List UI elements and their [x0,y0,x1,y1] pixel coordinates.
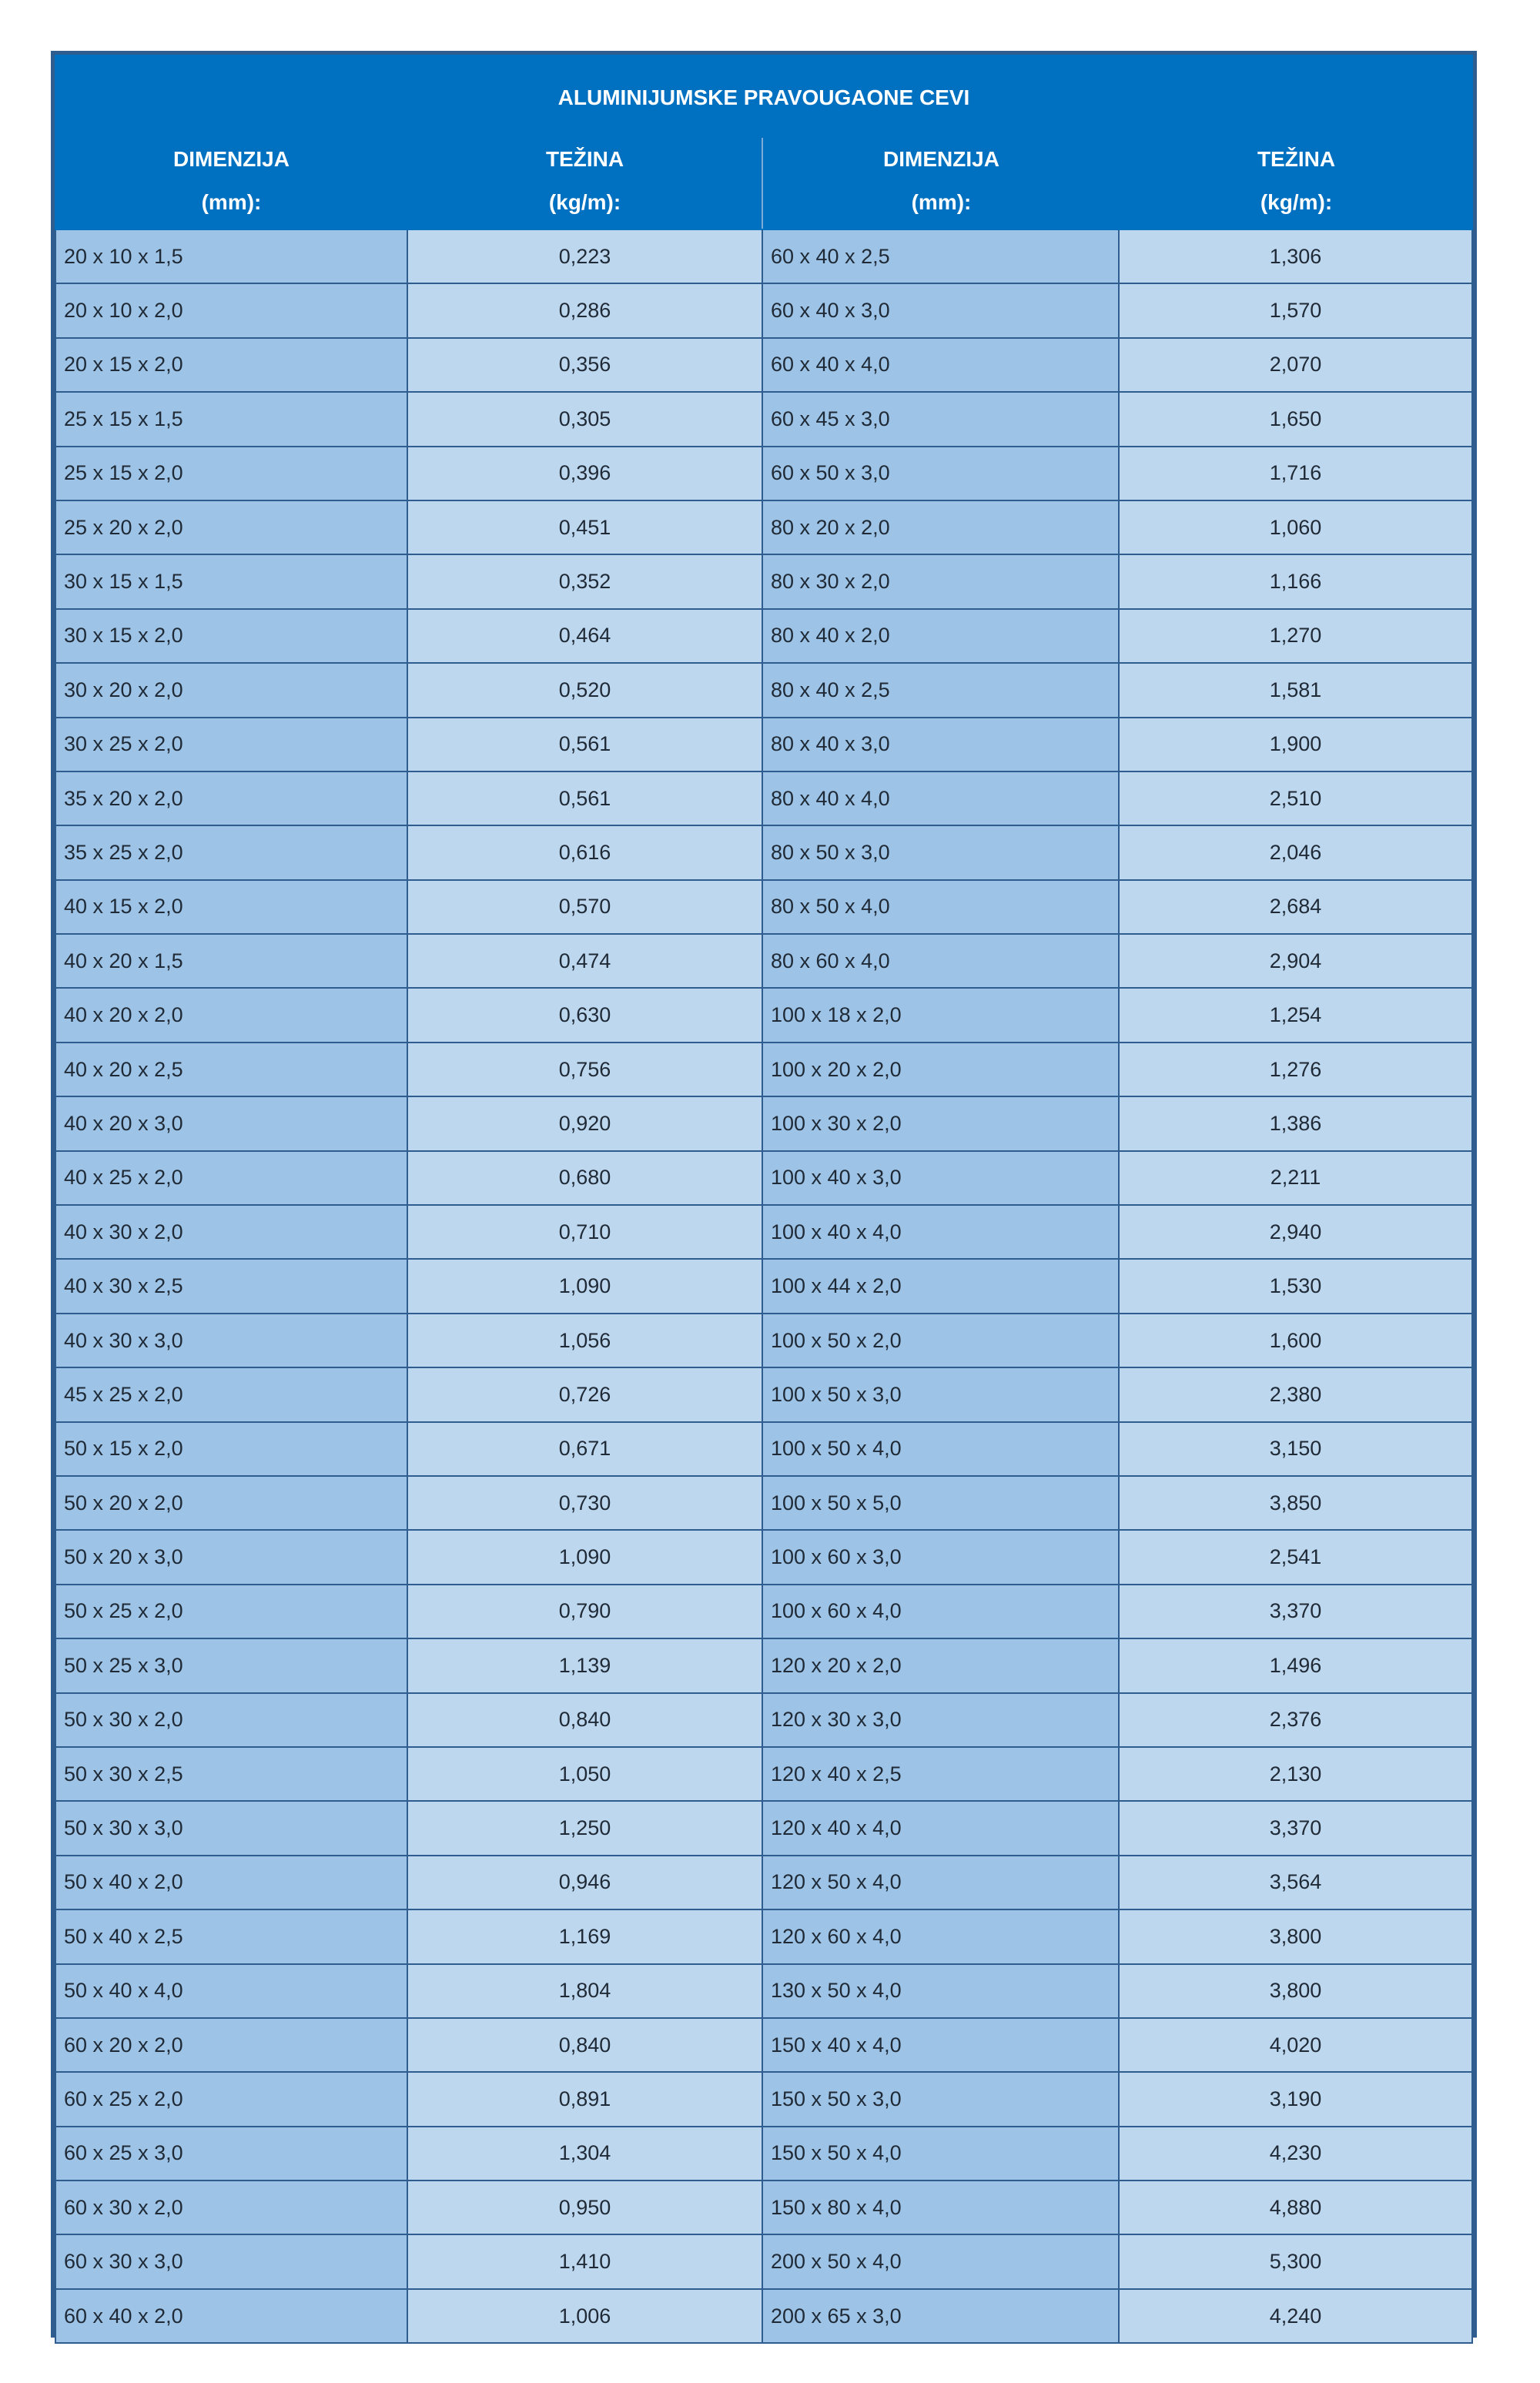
weight-cell: 3,800 [1120,1965,1473,2019]
weight-cell: 3,800 [1120,1910,1473,1964]
weight-cell: 1,804 [408,1965,763,2019]
dimension-cell: 60 x 50 x 3,0 [763,447,1120,501]
weight-cell: 1,716 [1120,447,1473,501]
dimension-cell: 50 x 40 x 2,5 [55,1910,408,1964]
weight-cell: 1,050 [408,1748,763,1802]
dimension-cell: 25 x 20 x 2,0 [55,501,408,555]
weight-cell: 0,680 [408,1152,763,1206]
weight-cell: 1,600 [1120,1314,1473,1368]
weight-cell: 0,356 [408,339,763,393]
weight-cell: 2,904 [1120,935,1473,989]
table-row [55,2127,1473,2181]
dimension-cell: 60 x 45 x 3,0 [763,393,1120,447]
column-headers [55,138,1473,229]
dimension-cell: 20 x 15 x 2,0 [55,339,408,393]
table-row [55,1043,1473,1097]
table-row [55,1965,1473,2019]
table-row [55,555,1473,609]
column-header-dimension-right [763,138,1120,229]
dimension-cell: 60 x 40 x 3,0 [763,284,1120,338]
table-row [55,1314,1473,1368]
dimension-cell: 40 x 20 x 2,0 [55,989,408,1043]
weight-cell: 0,561 [408,718,763,772]
dimension-cell: 80 x 60 x 4,0 [763,935,1120,989]
weight-cell: 4,230 [1120,2127,1473,2181]
dimension-cell: 60 x 40 x 2,5 [763,230,1120,284]
dimension-cell: 50 x 25 x 2,0 [55,1585,408,1639]
dimension-cell: 120 x 40 x 2,5 [763,1748,1120,1802]
dimension-cell: 60 x 40 x 4,0 [763,339,1120,393]
weight-cell: 2,376 [1120,1694,1473,1748]
weight-cell: 0,286 [408,284,763,338]
dimension-cell: 150 x 40 x 4,0 [763,2019,1120,2073]
dimension-cell: 25 x 15 x 2,0 [55,447,408,501]
dimension-cell: 30 x 25 x 2,0 [55,718,408,772]
dimension-cell: 50 x 40 x 4,0 [55,1965,408,2019]
table-row [55,1368,1473,1422]
table-row [55,1531,1473,1585]
weight-cell: 0,891 [408,2073,763,2127]
weight-cell: 1,570 [1120,284,1473,338]
dimension-cell: 20 x 10 x 1,5 [55,230,408,284]
dimension-cell: 50 x 20 x 2,0 [55,1477,408,1531]
weight-cell: 0,520 [408,664,763,718]
weight-cell: 4,880 [1120,2181,1473,2235]
column-header-dimension-left [55,138,408,229]
weight-cell: 0,920 [408,1097,763,1151]
table-row [55,2181,1473,2235]
weight-cell: 1,276 [1120,1043,1473,1097]
dimension-cell: 30 x 20 x 2,0 [55,664,408,718]
weight-cell: 0,352 [408,555,763,609]
weight-cell: 2,130 [1120,1748,1473,1802]
weight-cell: 3,370 [1120,1585,1473,1639]
weight-cell: 3,564 [1120,1856,1473,1910]
dimension-cell: 80 x 40 x 2,5 [763,664,1120,718]
dimension-cell: 60 x 30 x 2,0 [55,2181,408,2235]
dimension-cell: 80 x 30 x 2,0 [763,555,1120,609]
table-row [55,1748,1473,1802]
weight-cell: 1,254 [1120,989,1473,1043]
table-title: ALUMINIJUMSKE PRAVOUGAONE CEVI [557,85,970,109]
table-row [55,1206,1473,1260]
weight-cell: 0,464 [408,610,763,664]
dimension-cell: 120 x 20 x 2,0 [763,1639,1120,1693]
weight-cell: 0,946 [408,1856,763,1910]
dimension-cell: 40 x 20 x 2,5 [55,1043,408,1097]
table-header [55,55,1473,230]
dimension-cell: 120 x 60 x 4,0 [763,1910,1120,1964]
dimension-cell: 25 x 15 x 1,5 [55,393,408,447]
weight-cell: 0,950 [408,2181,763,2235]
dimension-cell: 130 x 50 x 4,0 [763,1965,1120,2019]
dimension-cell: 50 x 30 x 3,0 [55,1802,408,1856]
dimension-cell: 150 x 50 x 3,0 [763,2073,1120,2127]
weight-cell: 2,510 [1120,772,1473,826]
column-header-line1: TEŽINA [1257,147,1336,171]
column-header-line2: (kg/m): [1260,190,1333,214]
table-row [55,2073,1473,2127]
weight-cell: 0,396 [408,447,763,501]
dimension-cell: 40 x 20 x 1,5 [55,935,408,989]
weight-cell: 0,710 [408,1206,763,1260]
table-row [55,1152,1473,1206]
weight-cell: 0,671 [408,1423,763,1477]
weight-cell: 1,006 [408,2290,763,2344]
dimension-cell: 100 x 40 x 4,0 [763,1206,1120,1260]
column-header-line2: (mm): [201,190,262,214]
dimension-cell: 150 x 80 x 4,0 [763,2181,1120,2235]
dimension-cell: 80 x 50 x 3,0 [763,826,1120,880]
dimension-cell: 50 x 25 x 3,0 [55,1639,408,1693]
dimension-cell: 100 x 18 x 2,0 [763,989,1120,1043]
dimension-cell: 30 x 15 x 1,5 [55,555,408,609]
dimension-cell: 60 x 40 x 2,0 [55,2290,408,2344]
dimension-cell: 80 x 40 x 2,0 [763,610,1120,664]
dimension-cell: 40 x 20 x 3,0 [55,1097,408,1151]
weight-cell: 2,046 [1120,826,1473,880]
table-row [55,2019,1473,2073]
table-row [55,1639,1473,1693]
weight-cell: 1,056 [408,1314,763,1368]
dimension-cell: 120 x 40 x 4,0 [763,1802,1120,1856]
dimension-cell: 80 x 20 x 2,0 [763,501,1120,555]
dimension-cell: 60 x 25 x 2,0 [55,2073,408,2127]
dimension-cell: 40 x 25 x 2,0 [55,1152,408,1206]
table-row [55,447,1473,501]
weight-cell: 1,386 [1120,1097,1473,1151]
weight-cell: 0,730 [408,1477,763,1531]
table-row [55,230,1473,284]
weight-cell: 0,790 [408,1585,763,1639]
weight-cell: 0,616 [408,826,763,880]
weight-cell: 1,270 [1120,610,1473,664]
weight-cell: 0,305 [408,393,763,447]
dimension-cell: 200 x 50 x 4,0 [763,2235,1120,2289]
weight-cell: 2,940 [1120,1206,1473,1260]
table-row [55,664,1473,718]
dimension-cell: 100 x 50 x 3,0 [763,1368,1120,1422]
column-header-line1: DIMENZIJA [883,147,999,171]
weight-cell: 3,370 [1120,1802,1473,1856]
table-row [55,1097,1473,1151]
weight-cell: 2,211 [1120,1152,1473,1206]
table-row [55,1694,1473,1748]
weight-cell: 2,684 [1120,881,1473,935]
dimension-cell: 100 x 40 x 3,0 [763,1152,1120,1206]
dimension-cell: 80 x 40 x 3,0 [763,718,1120,772]
dimension-cell: 50 x 40 x 2,0 [55,1856,408,1910]
weight-cell: 0,840 [408,2019,763,2073]
dimension-cell: 60 x 20 x 2,0 [55,2019,408,2073]
table-row [55,772,1473,826]
dimension-cell: 50 x 15 x 2,0 [55,1423,408,1477]
weight-cell: 1,169 [408,1910,763,1964]
weight-cell: 1,306 [1120,230,1473,284]
dimension-cell: 60 x 25 x 3,0 [55,2127,408,2181]
dimension-cell: 120 x 50 x 4,0 [763,1856,1120,1910]
dimension-cell: 100 x 50 x 5,0 [763,1477,1120,1531]
weight-cell: 1,410 [408,2235,763,2289]
weight-cell: 1,900 [1120,718,1473,772]
column-header-line1: DIMENZIJA [173,147,290,171]
weight-cell: 1,304 [408,2127,763,2181]
table-row [55,989,1473,1043]
table-row [55,393,1473,447]
weight-cell: 0,570 [408,881,763,935]
column-header-line2: (mm): [911,190,972,214]
weight-cell: 0,561 [408,772,763,826]
weight-cell: 5,300 [1120,2235,1473,2289]
table-row [55,935,1473,989]
dimension-cell: 150 x 50 x 4,0 [763,2127,1120,2181]
weight-cell: 4,020 [1120,2019,1473,2073]
dimension-cell: 100 x 50 x 4,0 [763,1423,1120,1477]
weight-cell: 0,451 [408,501,763,555]
weight-cell: 0,223 [408,230,763,284]
column-header-weight-left [408,138,763,229]
weight-cell: 1,139 [408,1639,763,1693]
table-row [55,284,1473,338]
dimension-cell: 200 x 65 x 3,0 [763,2290,1120,2344]
table-row [55,1585,1473,1639]
dimension-cell: 100 x 44 x 2,0 [763,1260,1120,1314]
table-row [55,339,1473,393]
dimension-cell: 100 x 60 x 3,0 [763,1531,1120,1585]
dimension-cell: 45 x 25 x 2,0 [55,1368,408,1422]
dimension-cell: 40 x 30 x 2,0 [55,1206,408,1260]
table-row [55,1856,1473,1910]
weight-cell: 2,541 [1120,1531,1473,1585]
table-row [55,881,1473,935]
dimension-cell: 35 x 25 x 2,0 [55,826,408,880]
weight-cell: 1,250 [408,1802,763,1856]
dimension-cell: 80 x 50 x 4,0 [763,881,1120,935]
column-header-weight-right [1120,138,1473,229]
table-row [55,1802,1473,1856]
table-row [55,2290,1473,2344]
table-row [55,718,1473,772]
weight-table [51,51,1477,2338]
table-body [55,230,1473,2344]
dimension-cell: 100 x 30 x 2,0 [763,1097,1120,1151]
column-header-line2: (kg/m): [548,190,621,214]
weight-cell: 1,060 [1120,501,1473,555]
dimension-cell: 20 x 10 x 2,0 [55,284,408,338]
table-row [55,826,1473,880]
dimension-cell: 30 x 15 x 2,0 [55,610,408,664]
dimension-cell: 40 x 15 x 2,0 [55,881,408,935]
weight-cell: 1,166 [1120,555,1473,609]
dimension-cell: 40 x 30 x 3,0 [55,1314,408,1368]
table-row [55,2235,1473,2289]
weight-cell: 0,630 [408,989,763,1043]
weight-cell: 3,850 [1120,1477,1473,1531]
dimension-cell: 40 x 30 x 2,5 [55,1260,408,1314]
weight-cell: 3,190 [1120,2073,1473,2127]
weight-cell: 4,240 [1120,2290,1473,2344]
weight-cell: 1,090 [408,1260,763,1314]
dimension-cell: 50 x 20 x 3,0 [55,1531,408,1585]
weight-cell: 0,726 [408,1368,763,1422]
weight-cell: 0,756 [408,1043,763,1097]
weight-cell: 3,150 [1120,1423,1473,1477]
weight-cell: 1,090 [408,1531,763,1585]
weight-cell: 2,380 [1120,1368,1473,1422]
dimension-cell: 50 x 30 x 2,0 [55,1694,408,1748]
table-row [55,1423,1473,1477]
dimension-cell: 100 x 60 x 4,0 [763,1585,1120,1639]
dimension-cell: 100 x 20 x 2,0 [763,1043,1120,1097]
table-row [55,1910,1473,1964]
dimension-cell: 60 x 30 x 3,0 [55,2235,408,2289]
weight-cell: 1,581 [1120,664,1473,718]
column-header-line1: TEŽINA [545,147,624,171]
weight-cell: 1,650 [1120,393,1473,447]
weight-cell: 1,496 [1120,1639,1473,1693]
table-row [55,1477,1473,1531]
dimension-cell: 50 x 30 x 2,5 [55,1748,408,1802]
weight-cell: 0,474 [408,935,763,989]
dimension-cell: 120 x 30 x 3,0 [763,1694,1120,1748]
dimension-cell: 100 x 50 x 2,0 [763,1314,1120,1368]
weight-cell: 1,530 [1120,1260,1473,1314]
table-row [55,501,1473,555]
weight-cell: 0,840 [408,1694,763,1748]
table-row [55,1260,1473,1314]
table-row [55,610,1473,664]
weight-cell: 2,070 [1120,339,1473,393]
dimension-cell: 80 x 40 x 4,0 [763,772,1120,826]
dimension-cell: 35 x 20 x 2,0 [55,772,408,826]
